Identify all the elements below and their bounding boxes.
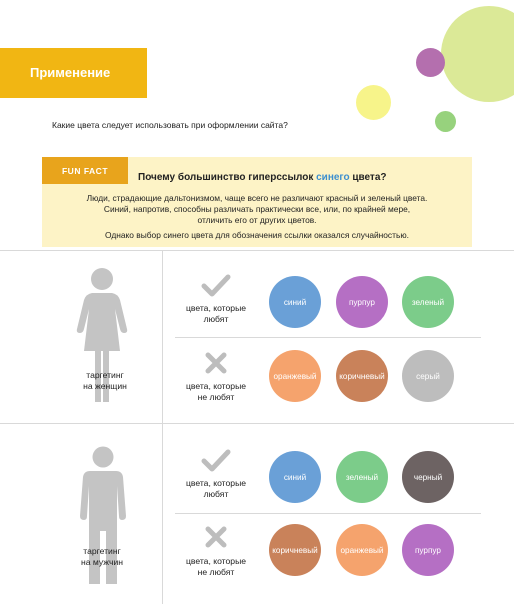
women-like-line2: любят: [203, 314, 229, 324]
color-circle-green: зеленый: [336, 451, 388, 503]
women-target-label: [55, 370, 155, 392]
fun-fact-line: Однако выбор синего цвета для обозначения ссылки оказался случайностью.: [105, 230, 409, 240]
divider: [0, 423, 514, 424]
fun-fact-line: Люди, страдающие дальтонизмом, чаще всего не различают красный и зеленый цвета.: [86, 193, 428, 203]
men-dislike-line1: цвета, которые: [185, 556, 247, 566]
women-target-line2: на женщин: [83, 381, 127, 391]
check-icon: [201, 449, 231, 473]
fun-fact-line: отличить его от других цветов.: [197, 215, 317, 225]
divider: [0, 250, 514, 251]
men-dislike-line2: не любят: [197, 567, 235, 577]
color-circle-orange: оранжевый: [269, 350, 321, 402]
divider: [175, 513, 481, 514]
fun-fact-heading-after: цвета?: [352, 172, 387, 183]
page-title: Применение: [30, 65, 111, 80]
men-like-line2: любят: [203, 489, 229, 499]
divider-vertical: [162, 250, 163, 604]
men-target-line1: таргетинг: [83, 546, 121, 556]
men-target-line2: на мужчин: [81, 557, 123, 567]
decor-circle-lime: [441, 6, 514, 102]
women-dislike-label: [168, 381, 264, 403]
color-circle-brown: коричневый: [336, 350, 388, 402]
fun-fact-body: [44, 193, 470, 241]
divider: [175, 337, 481, 338]
color-circle-green: зеленый: [402, 276, 454, 328]
women-dislike-line1: цвета, которые: [185, 381, 247, 391]
women-dislike-line2: не любят: [197, 392, 235, 402]
men-like-line1: цвета, которые: [185, 478, 247, 488]
color-circle-purple: пурпур: [336, 276, 388, 328]
decor-circle-purple: [416, 48, 445, 77]
color-circle-blue: синий: [269, 276, 321, 328]
women-target-line1: таргетинг: [86, 370, 124, 380]
fun-fact-line: Синий, напротив, способны различать практически все, или, по крайней мере,: [103, 204, 411, 214]
color-circle-gray: серый: [402, 350, 454, 402]
color-circle-black: черный: [402, 451, 454, 503]
women-like-line1: цвета, которые: [185, 303, 247, 313]
cross-icon: [204, 351, 228, 375]
cross-icon: [204, 525, 228, 549]
women-like-label: [168, 303, 264, 325]
color-circle-blue: синий: [269, 451, 321, 503]
men-target-label: [52, 546, 152, 568]
men-like-label: [168, 478, 264, 500]
fun-fact-tag: FUN FACT: [42, 157, 128, 184]
color-circle-orange: оранжевый: [336, 524, 388, 576]
decor-circle-green: [435, 111, 456, 132]
color-circle-brown: коричневый: [269, 524, 321, 576]
men-dislike-label: [168, 556, 264, 578]
fun-fact-heading: [138, 172, 387, 183]
fun-fact-heading-before: Почему большинство гиперссылок: [138, 172, 314, 183]
question-text: Какие цвета следует использовать при оформлении сайта?: [52, 120, 288, 130]
check-icon: [201, 274, 231, 298]
fun-fact-heading-highlight: синего: [316, 172, 350, 183]
decor-circle-yellow: [356, 85, 391, 120]
color-circle-purple: пурпур: [402, 524, 454, 576]
